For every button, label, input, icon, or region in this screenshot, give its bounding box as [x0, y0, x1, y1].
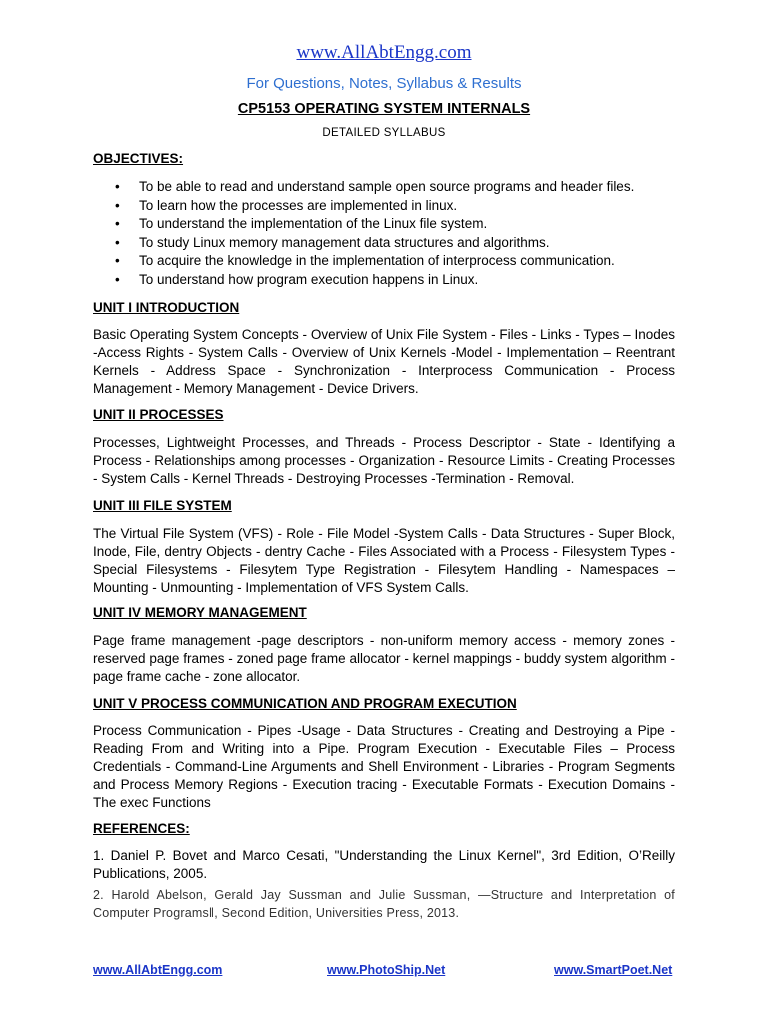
- unit-1-heading: UNIT I INTRODUCTION: [93, 300, 240, 315]
- objectives-list: [93, 178, 675, 290]
- objective-item: • To understand the implementation of the Linux file system.: [93, 215, 675, 234]
- unit-4-body: Page frame management -page descriptors - non-uniform memory access - memory zones - reserved page frames - zoned page frame allocator - kernel mappings - buddy system algorithm - page frame cache - zone allocator.: [93, 633, 675, 684]
- unit-2-heading: UNIT II PROCESSES: [93, 407, 224, 422]
- unit-3-body: The Virtual File System (VFS) - Role - File Model -System Calls - Data Structures - Super Block, Inode, File, dentry Objects - dentry Cache - Files Associated with a Process - Filesystem Types - Special Filesystems - Filesytem Type Registration - Filesytem Handling - Namespaces – Mounting - Unmounting - Implementation of VFS System Calls.: [93, 526, 675, 595]
- reference-item: 2. Harold Abelson, Gerald Jay Sussman and Julie Sussman, ―Structure and Interpretation of Computer Programs‖, Second Edition, Universities Press, 2013.: [93, 888, 675, 920]
- subtitle: DETAILED SYLLABUS: [322, 127, 446, 139]
- tagline: For Questions, Notes, Syllabus & Results: [246, 75, 522, 92]
- reference-item: 1. Daniel P. Bovet and Marco Cesati, "Understanding the Linux Kernel", 3rd Edition, O’Reilly Publications, 2005.: [93, 848, 675, 881]
- objective-item: • To acquire the knowledge in the implementation of interprocess communication.: [93, 252, 675, 271]
- objectives-heading: OBJECTIVES:: [93, 151, 184, 166]
- course-title: CP5153 OPERATING SYSTEM INTERNALS: [237, 101, 531, 117]
- references-heading: REFERENCES:: [93, 821, 190, 836]
- unit-3-heading: UNIT III FILE SYSTEM: [93, 498, 232, 513]
- unit-2-body: Processes, Lightweight Processes, and Threads - Process Descriptor - State - Identifying a Process - Relationships among processes - Organization - Resource Limits - Creating Processes - System Calls - Kernel Threads - Destroying Processes -Termination - Removal.: [93, 435, 675, 486]
- unit-1-body: Basic Operating System Concepts - Overview of Unix File System - Files - Links - Types – Inodes -Access Rights - System Calls - Overview of Unix Kernels -Model - Implementation – Reentrant Kernels - Address Space - Synchronization - Interprocess Communication - Process Management - Memory Management - Device Drivers.: [93, 327, 675, 396]
- footer-link-smartpoet[interactable]: www.SmartPoet.Net: [554, 963, 673, 977]
- site-link[interactable]: www.AllAbtEngg.com: [296, 42, 472, 63]
- unit-4-heading: UNIT IV MEMORY MANAGEMENT: [93, 605, 307, 620]
- unit-5-body: Process Communication - Pipes -Usage - Data Structures - Creating and Destroying a Pipe - Reading From and Writing into a Pipe. Program Execution - Executable Files – Process Credentials - Command-Line Arguments and Shell Environment - Libraries - Program Segments and Process Memory Regions - Execution tracing - Executable Formats - Execution Domains - The exec Functions: [93, 723, 675, 810]
- footer-link-photoship[interactable]: www.PhotoShip.Net: [327, 963, 446, 977]
- objective-item: • To study Linux memory management data structures and algorithms.: [93, 234, 675, 253]
- objective-item: • To be able to read and understand sample open source programs and header files.: [93, 178, 675, 197]
- unit-5-heading: UNIT V PROCESS COMMUNICATION AND PROGRAM EXECUTION: [93, 696, 517, 711]
- objective-item: • To learn how the processes are implemented in linux.: [93, 197, 675, 216]
- footer-link-allabtengg[interactable]: www.AllAbtEngg.com: [93, 963, 223, 977]
- objective-item: • To understand how program execution happens in Linux.: [93, 271, 675, 290]
